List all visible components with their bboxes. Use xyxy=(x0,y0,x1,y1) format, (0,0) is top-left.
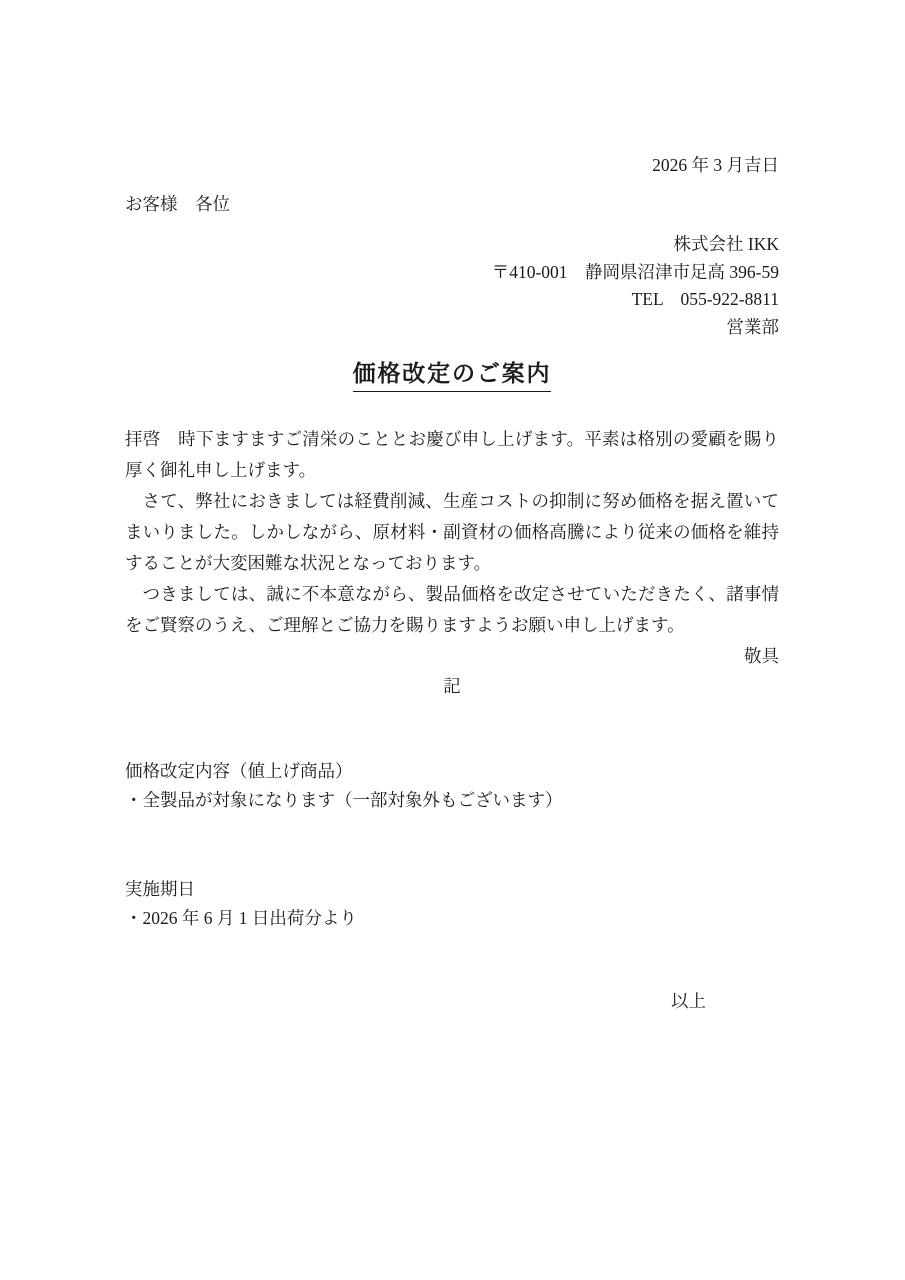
body-paragraph: さて、弊社におきましては経費削減、生産コストの抑制に努め価格を据え置いてまいりました。しかしながら、原材料・副資材の価格高騰により従来の価格を維持することが大変困難な状況となっております。 xyxy=(125,491,779,573)
sender-company-name: 株式会社 IKK xyxy=(673,234,779,254)
sender-department: 営業部 xyxy=(726,316,779,337)
recipient-line: お客様 各位 xyxy=(125,193,230,214)
item-heading: 実施期日 xyxy=(125,879,195,899)
document-content xyxy=(125,0,779,1016)
item-section xyxy=(125,876,779,932)
page-title-text: 価格改定のご案内 xyxy=(353,359,552,392)
date-line: 2026 年 3 月吉日 xyxy=(652,155,779,175)
page-title xyxy=(125,359,779,392)
item-bullet-line: ・全製品が対象になります（一部対象外もございます） xyxy=(125,789,563,810)
item-bullet-line: ・2026 年 6 月 1 日出荷分より xyxy=(125,907,357,928)
closing-ijo-marker: 以上 xyxy=(671,991,706,1011)
closing-ki-marker: 記 xyxy=(443,675,461,696)
sender-telephone: TEL 055-922-8811 xyxy=(631,289,779,309)
item-section xyxy=(125,758,779,814)
letter-body xyxy=(125,424,779,641)
sender-address: 〒410-001 静岡県沼津市足高 396-59 xyxy=(491,261,779,282)
body-paragraph: つきましては、誠に不本意ながら、製品価格を改定させていただきたく、諸事情をご賢察のうえ、ご理解とご協力を賜りますようお願い申し上げます。 xyxy=(125,584,779,635)
body-paragraph: 拝啓 時下ますますご清栄のこととお慶び申し上げます。平素は格別の愛顧を賜り厚く御礼申し上げます。 xyxy=(125,429,779,480)
closing-keigu: 敬具 xyxy=(744,646,779,666)
item-heading: 価格改定内容（値上げ商品） xyxy=(125,761,353,781)
